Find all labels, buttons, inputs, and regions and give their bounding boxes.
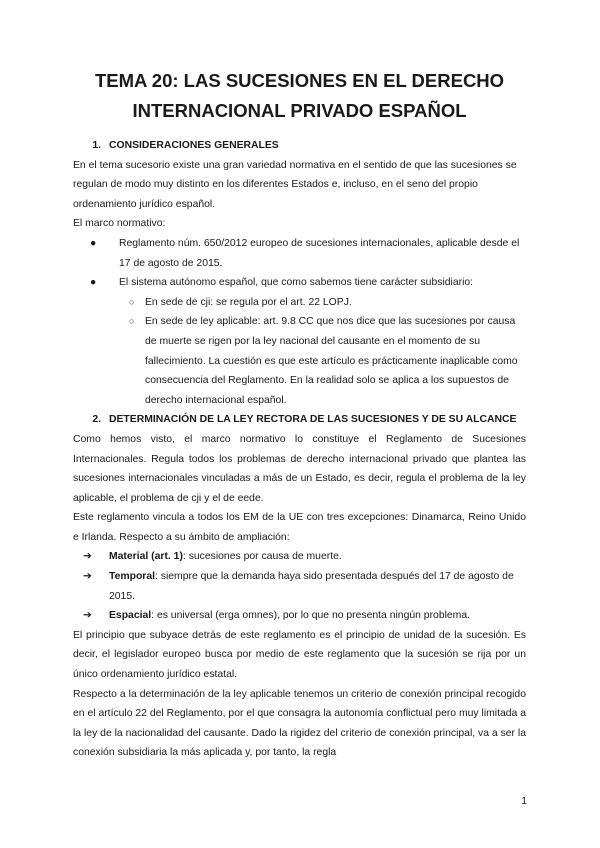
section-2-title: DETERMINACIÓN DE LA LEY RECTORA DE LAS SUCESIONES Y DE SU ALCANCE bbox=[109, 414, 517, 426]
section-2-paragraph-2: Este reglamento vincula a todos los EM de la UE con tres excepciones: Dinamarca, Reino Unido e Irlanda. Respecto a su ámbito de ampliación: bbox=[73, 512, 526, 543]
document-page bbox=[73, 66, 526, 763]
list-item bbox=[73, 547, 526, 567]
list-item bbox=[73, 567, 526, 606]
arrow-right-icon: ➔ bbox=[83, 551, 92, 563]
arrow-right-icon: ➔ bbox=[83, 610, 92, 622]
page-title bbox=[73, 66, 526, 126]
list-item-text: En sede de cji: se regula por el art. 22 LOPJ. bbox=[145, 296, 352, 308]
section-1-sub-bullet-list bbox=[73, 293, 526, 411]
bullet-icon: ● bbox=[90, 277, 97, 289]
list-item bbox=[73, 606, 526, 626]
section-2-paragraph-4: Respecto a la determinación de la ley aplicable tenemos un criterio de conexión principal recogido en el artículo 22 del Reglamento, por el que consagra la autonomía conflictual pero muy limitada a la ley de la nacionalidad del causante. Dado la rigidez del criterio de conexión principal, va a ser la conexión subsidiaria la más aplicada y, por tanto, la regla bbox=[73, 688, 526, 759]
section-2-heading bbox=[73, 410, 526, 430]
circle-bullet-icon: ○ bbox=[129, 316, 135, 327]
section-1-heading bbox=[73, 136, 526, 156]
section-2-number: 2. bbox=[92, 414, 101, 426]
section-2-paragraph-3: El principio que subyace detrás de este reglamento es el principio de unidad de la sucesión. Es decir, el legislador europeo busca por medio de este reglamento que la sucesión se rija por un único ordenamiento jurídico estatal. bbox=[73, 629, 526, 681]
list-item bbox=[73, 273, 526, 293]
list-item-text: El sistema autónomo español, que como sabemos tiene carácter subsidiario: bbox=[119, 277, 474, 289]
page-number: 1 bbox=[521, 796, 527, 807]
circle-bullet-icon: ○ bbox=[129, 296, 135, 307]
list-item-text: Reglamento núm. 650/2012 europeo de sucesiones internacionales, aplicable desde el 17 de agosto de 2015. bbox=[119, 237, 520, 269]
list-item-label: Material (art. 1) bbox=[109, 551, 183, 563]
section-1-number: 1. bbox=[92, 140, 101, 151]
list-item-text: : es universal (erga omnes), por lo que no presenta ningún problema. bbox=[151, 610, 471, 622]
bullet-icon: ● bbox=[90, 237, 97, 249]
list-item-label: Temporal bbox=[109, 571, 155, 583]
list-item bbox=[73, 293, 526, 313]
list-item-text: : sucesiones por causa de muerte. bbox=[182, 551, 342, 563]
section-2-paragraph-1: Como hemos visto, el marco normativo lo constituye el Reglamento de Sucesiones Internacionales. Regula todos los problemas de derecho internacional privado que plantea las sucesiones internacionales vinculadas a más de un Estado, es decir, regula el problema de la ley aplicable, el problema de cji y el de eede. bbox=[73, 433, 526, 504]
title-line-2: INTERNACIONAL PRIVADO ESPAÑOL bbox=[132, 100, 467, 121]
section-2-arrow-list bbox=[73, 547, 526, 625]
list-item bbox=[73, 234, 526, 273]
list-item-label: Espacial bbox=[109, 610, 152, 622]
list-item bbox=[73, 312, 526, 410]
list-item-text: : siempre que la demanda haya sido presentada después del 17 de agosto de 2015. bbox=[109, 571, 514, 602]
section-1-bullet-list bbox=[73, 234, 526, 293]
section-1-paragraph-2: El marco normativo: bbox=[73, 218, 166, 230]
title-line-1: TEMA 20: LAS SUCESIONES EN EL DERECHO bbox=[94, 70, 505, 91]
section-1-title: CONSIDERACIONES GENERALES bbox=[109, 140, 279, 151]
list-item-text: En sede de ley aplicable: art. 9.8 CC que nos dice que las sucesiones por causa de muerte se rigen por la ley nacional del causante en el momento de su fallecimiento. La cuestión es que este artículo es prácticamente inaplicable como consecuencia del Reglamento. En la realidad solo se aplica a los supuestos de derecho internacional español. bbox=[145, 316, 518, 406]
arrow-right-icon: ➔ bbox=[83, 571, 92, 583]
section-1-paragraph-1: En el tema sucesorio existe una gran variedad normativa en el sentido de que las sucesiones se regulan de modo muy distinto en los diferentes Estados e, incluso, en el seno del propio ordenamiento jurídico español. bbox=[73, 159, 517, 210]
